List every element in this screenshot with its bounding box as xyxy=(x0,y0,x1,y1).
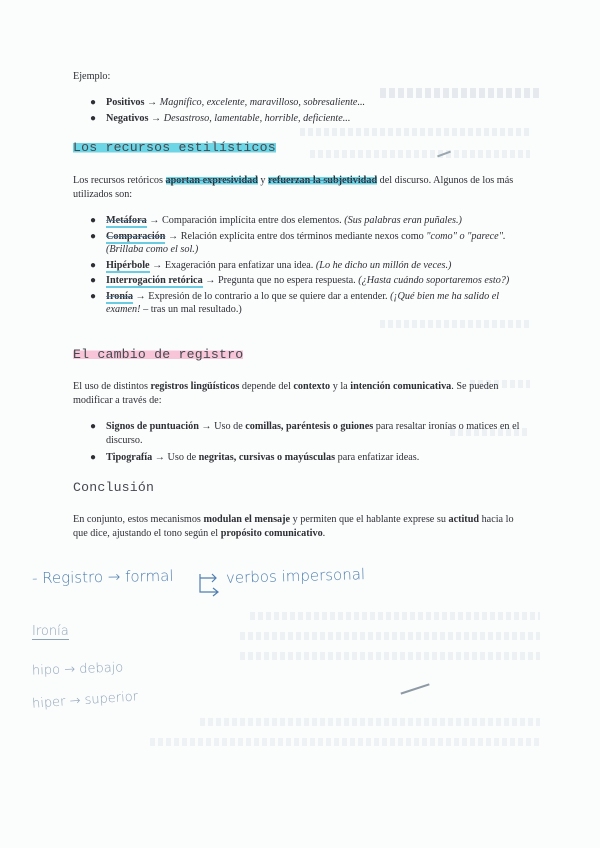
para-text: . Se pueden modificar a través de: xyxy=(73,381,499,406)
list-item xyxy=(86,259,531,273)
bullet-icon: ● xyxy=(90,97,97,108)
item-text: Magnífico, excelente, maravilloso, sobresaliente... xyxy=(159,97,366,108)
para-text: El uso de distintos xyxy=(73,381,151,392)
list-item xyxy=(86,274,531,288)
para-bold: registros lingüísticos xyxy=(150,381,240,392)
handwritten-note: hiper → superior xyxy=(31,689,139,712)
handwritten-note: verbos impersonal xyxy=(225,565,366,587)
example-list xyxy=(86,96,531,125)
list-item xyxy=(86,230,531,257)
item-label: Metáfora xyxy=(106,215,147,226)
para-bold: aportan expresividad xyxy=(165,175,258,186)
bullet-icon: ● xyxy=(90,215,97,226)
item-example: (¡Qué bien me ha salido el examen! xyxy=(106,290,500,315)
item-example: (¿Hasta cuándo soportaremos esto?) xyxy=(358,275,510,286)
section-paragraph xyxy=(73,380,528,407)
item-text: → Expresión de lo contrario a lo que se quiere dar a entender. xyxy=(133,290,391,302)
item-bold: comillas, paréntesis o guiones xyxy=(245,421,374,432)
item-text: para resaltar ironías o matices en el discurso. xyxy=(106,421,520,446)
item-label: Interrogación retórica xyxy=(106,275,203,286)
figures-list xyxy=(86,214,531,317)
list-item xyxy=(86,214,531,228)
item-label: Ironía xyxy=(106,290,133,302)
handwritten-note: - Registro → formal xyxy=(31,566,174,588)
para-text: depende del xyxy=(239,381,294,392)
item-label: Tipografía xyxy=(106,452,153,463)
para-bold: actitud xyxy=(448,514,480,525)
bullet-icon: ● xyxy=(90,452,97,463)
section-heading xyxy=(73,480,154,495)
bleed-through-text xyxy=(250,612,540,620)
item-text: → Uso de xyxy=(198,421,246,432)
item-text: → Relación explícita entre dos términos mediante nexos como xyxy=(165,230,427,242)
item-text: para enfatizar ideas. xyxy=(335,452,420,463)
para-bold: propósito comunicativo xyxy=(220,527,323,539)
item-label: Negativos xyxy=(106,112,149,124)
para-text: y la xyxy=(330,381,351,392)
handwritten-underlined: Ironía xyxy=(32,624,69,639)
bleed-through-text xyxy=(310,150,530,158)
para-text: hacia lo que dice, ajustando el tono según el xyxy=(73,514,514,539)
bleed-through-text xyxy=(240,632,540,640)
para-text: del discurso. Algunos de los más utilizados son: xyxy=(73,175,514,200)
para-text: y xyxy=(257,175,269,186)
section-heading xyxy=(73,347,243,362)
bullet-icon: ● xyxy=(90,290,97,302)
handwritten-note xyxy=(32,624,69,639)
bullet-icon: ● xyxy=(90,112,97,124)
handwritten-note: hipo → debajo xyxy=(31,660,124,679)
para-bold: modulan el mensaje xyxy=(203,514,291,525)
para-bold: contexto xyxy=(293,381,331,392)
heading-text: El cambio de registro xyxy=(73,347,244,362)
arrow: → xyxy=(151,112,162,124)
heading-text: Los recursos estilísticos xyxy=(73,140,276,155)
item-label: Positivos xyxy=(106,97,145,108)
item-example: "como" o "parece". (Brillaba como el sol.) xyxy=(106,230,506,255)
item-text: Desastroso, lamentable, horrible, deficiente... xyxy=(163,112,351,124)
item-label: Signos de puntuación xyxy=(106,421,199,432)
list-item xyxy=(86,96,531,110)
item-bold: negritas, cursivas o mayúsculas xyxy=(198,452,336,463)
bullet-icon: ● xyxy=(90,275,97,286)
item-text: – tras un mal resultado.) xyxy=(140,304,242,315)
bullet-icon: ● xyxy=(90,259,97,271)
para-text: En conjunto, estos mecanismos xyxy=(73,514,204,525)
item-example: (Sus palabras eran puñales.) xyxy=(344,215,462,226)
para-text: y permiten que el hablante exprese su xyxy=(290,514,449,525)
item-label: Hipérbole xyxy=(106,259,150,271)
section-paragraph xyxy=(73,174,528,201)
item-label: Comparación xyxy=(106,230,166,242)
bleed-through-text xyxy=(300,128,530,136)
section-paragraph xyxy=(73,513,528,540)
item-text: → Uso de xyxy=(152,452,199,463)
para-bold: intención comunicativa xyxy=(350,381,452,392)
para-text: . xyxy=(322,527,326,539)
branch-arrow-icon xyxy=(196,570,224,598)
scratch-mark xyxy=(401,683,430,694)
bullet-icon: ● xyxy=(90,230,97,242)
bleed-through-text xyxy=(150,738,540,746)
item-text: → Comparación implícita entre dos elementos. xyxy=(146,215,345,226)
list-item xyxy=(86,451,531,465)
list-item xyxy=(86,290,531,317)
register-list xyxy=(86,420,531,465)
para-bold: refuerzan la subjetividad xyxy=(268,175,378,186)
list-item xyxy=(86,420,531,447)
example-intro: Ejemplo: xyxy=(73,71,111,82)
bleed-through-text xyxy=(200,718,540,726)
item-example: (Lo he dicho un millón de veces.) xyxy=(315,259,452,271)
bleed-through-text xyxy=(240,652,540,660)
item-text: → Exageración para enfatizar una idea. xyxy=(149,259,316,271)
bullet-icon: ● xyxy=(90,421,97,432)
para-text: Los recursos retóricos xyxy=(73,175,166,186)
list-item xyxy=(86,112,531,126)
item-text: → Pregunta que no espera respuesta. xyxy=(202,275,359,286)
section-heading xyxy=(73,140,276,155)
heading-text: Conclusión xyxy=(73,480,155,495)
arrow: → xyxy=(147,97,158,108)
bleed-through-text xyxy=(380,320,530,328)
